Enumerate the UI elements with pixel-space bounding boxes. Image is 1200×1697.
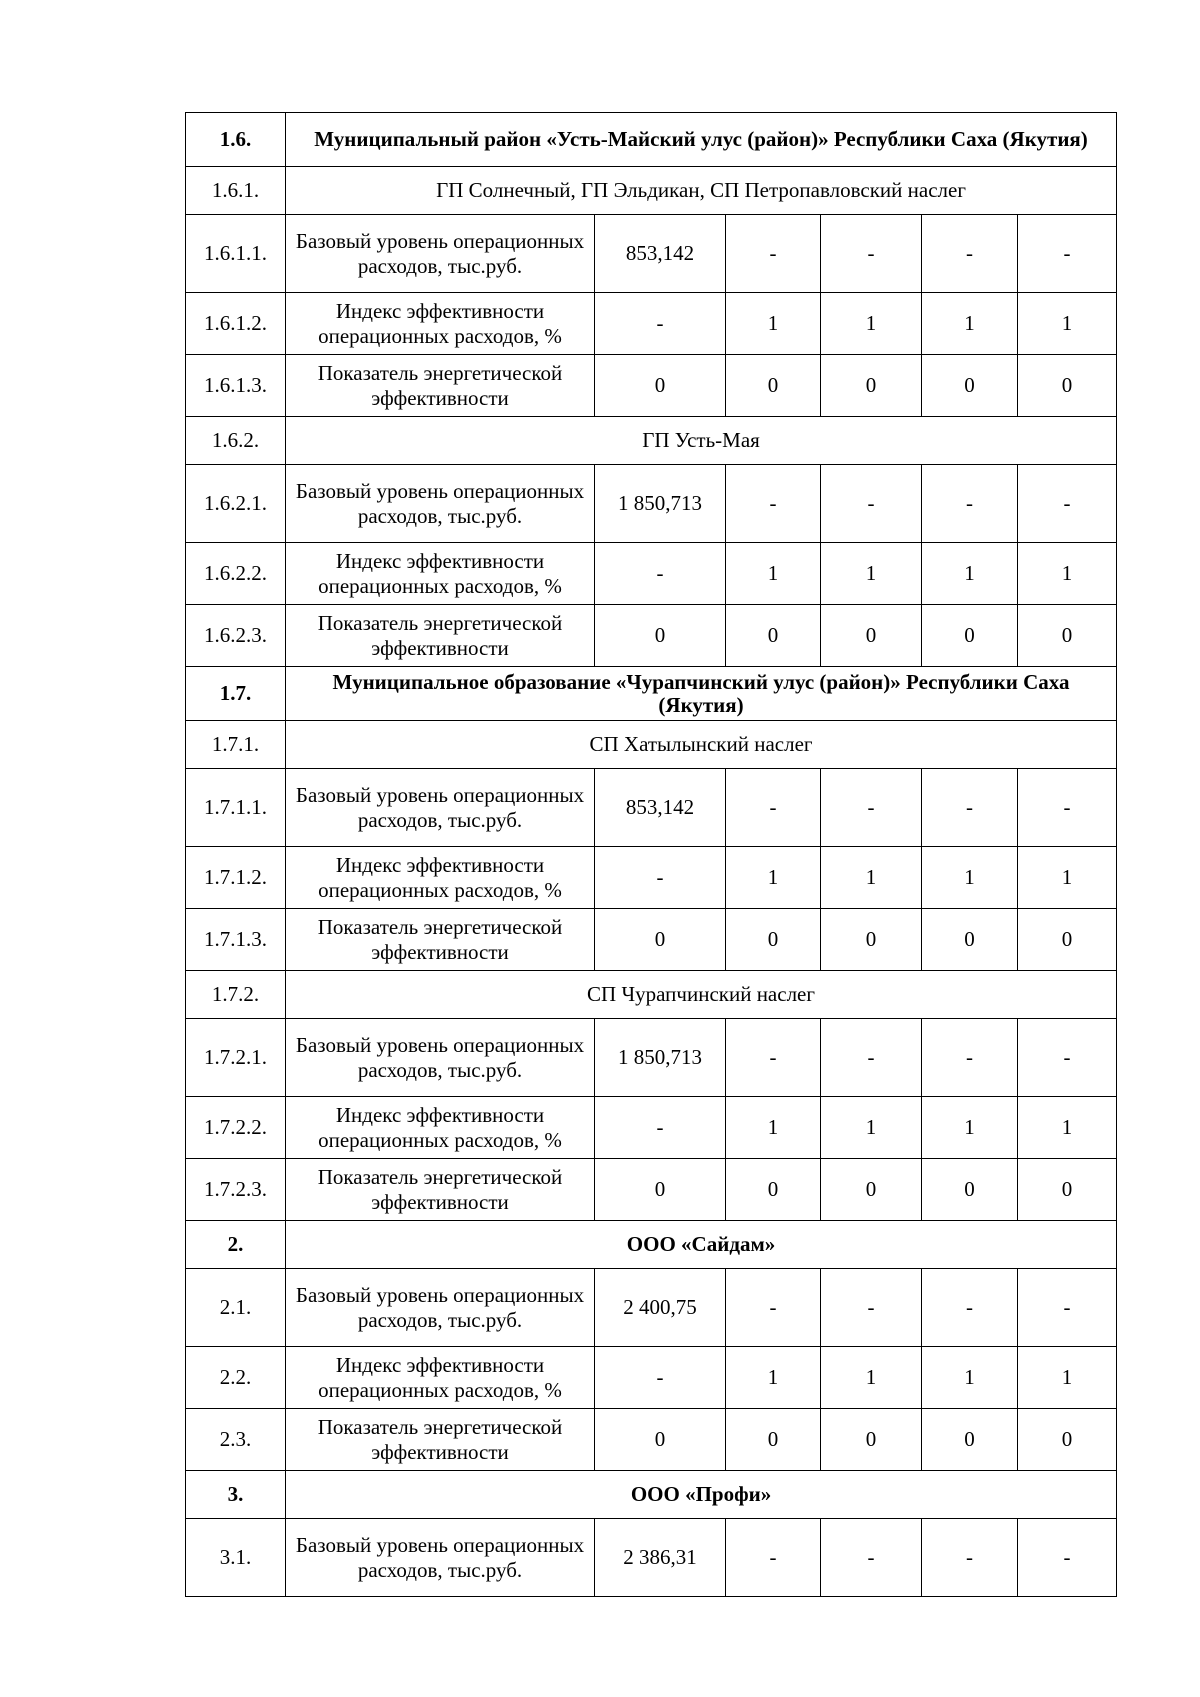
value-cell: 853,142 bbox=[595, 215, 726, 293]
value-cell: 0 bbox=[1018, 355, 1117, 417]
table-row bbox=[186, 1269, 1117, 1347]
section-title: ООО «Профи» bbox=[286, 1471, 1117, 1519]
value-cell: - bbox=[922, 769, 1018, 847]
value-cell: 0 bbox=[726, 605, 821, 667]
section-row bbox=[186, 1471, 1117, 1519]
value-cell: - bbox=[922, 1019, 1018, 1097]
value-cell: - bbox=[1018, 215, 1117, 293]
value-cell: - bbox=[726, 1019, 821, 1097]
table-row bbox=[186, 355, 1117, 417]
row-number: 1.6.1.2. bbox=[186, 293, 286, 355]
value-cell: 0 bbox=[821, 1409, 922, 1471]
value-cell: 2 386,31 bbox=[595, 1519, 726, 1597]
value-cell: 1 850,713 bbox=[595, 1019, 726, 1097]
value-cell: - bbox=[922, 1269, 1018, 1347]
table-row bbox=[186, 1347, 1117, 1409]
row-number: 1.7.2.3. bbox=[186, 1159, 286, 1221]
value-cell: 1 bbox=[726, 847, 821, 909]
section-row bbox=[186, 667, 1117, 721]
value-cell: - bbox=[726, 1519, 821, 1597]
section-title: Муниципальный район «Усть-Майский улус (район)» Республики Саха (Якутия) bbox=[286, 113, 1117, 167]
table-row bbox=[186, 293, 1117, 355]
value-cell: 0 bbox=[726, 1159, 821, 1221]
section-title: Муниципальное образование «Чурапчинский улус (район)» Республики Саха (Якутия) bbox=[286, 667, 1117, 721]
value-cell: 1 bbox=[726, 543, 821, 605]
value-cell: 1 bbox=[1018, 847, 1117, 909]
value-cell: - bbox=[595, 543, 726, 605]
value-cell: 0 bbox=[922, 1159, 1018, 1221]
value-cell: 1 850,713 bbox=[595, 465, 726, 543]
row-number: 1.7.2.1. bbox=[186, 1019, 286, 1097]
value-cell: - bbox=[726, 465, 821, 543]
value-cell: 1 bbox=[726, 293, 821, 355]
row-number: 1.7.1. bbox=[186, 721, 286, 769]
value-cell: 1 bbox=[821, 1347, 922, 1409]
value-cell: 0 bbox=[922, 355, 1018, 417]
value-cell: 1 bbox=[922, 293, 1018, 355]
value-cell: - bbox=[1018, 1269, 1117, 1347]
indicator-name: Индекс эффективности операционных расходов, % bbox=[286, 293, 595, 355]
indicator-name: Индекс эффективности операционных расходов, % bbox=[286, 1097, 595, 1159]
value-cell: 2 400,75 bbox=[595, 1269, 726, 1347]
value-cell: 0 bbox=[922, 605, 1018, 667]
indicator-name: Базовый уровень операционных расходов, тыс.руб. bbox=[286, 1269, 595, 1347]
table-row bbox=[186, 543, 1117, 605]
value-cell: - bbox=[922, 1519, 1018, 1597]
value-cell: 1 bbox=[1018, 293, 1117, 355]
section-title: ООО «Сайдам» bbox=[286, 1221, 1117, 1269]
value-cell: - bbox=[1018, 1019, 1117, 1097]
row-number: 1.7. bbox=[186, 667, 286, 721]
row-number: 2.2. bbox=[186, 1347, 286, 1409]
value-cell: 0 bbox=[726, 909, 821, 971]
section-row bbox=[186, 1221, 1117, 1269]
indicator-name: Показатель энергетической эффективности bbox=[286, 1159, 595, 1221]
row-number: 2. bbox=[186, 1221, 286, 1269]
value-cell: - bbox=[1018, 769, 1117, 847]
subsection-row bbox=[186, 167, 1117, 215]
indicator-name: Индекс эффективности операционных расходов, % bbox=[286, 847, 595, 909]
indicators-table bbox=[185, 112, 1117, 1597]
value-cell: 853,142 bbox=[595, 769, 726, 847]
row-number: 2.3. bbox=[186, 1409, 286, 1471]
value-cell: 0 bbox=[595, 605, 726, 667]
value-cell: 1 bbox=[1018, 1097, 1117, 1159]
row-number: 1.7.2. bbox=[186, 971, 286, 1019]
row-number: 2.1. bbox=[186, 1269, 286, 1347]
table-row bbox=[186, 769, 1117, 847]
value-cell: 0 bbox=[595, 1159, 726, 1221]
table-row bbox=[186, 1019, 1117, 1097]
value-cell: 0 bbox=[922, 1409, 1018, 1471]
value-cell: 0 bbox=[1018, 1159, 1117, 1221]
row-number: 1.6. bbox=[186, 113, 286, 167]
value-cell: - bbox=[922, 215, 1018, 293]
indicator-name: Индекс эффективности операционных расходов, % bbox=[286, 543, 595, 605]
value-cell: 0 bbox=[922, 909, 1018, 971]
table-row bbox=[186, 1159, 1117, 1221]
value-cell: 1 bbox=[821, 1097, 922, 1159]
table-row bbox=[186, 215, 1117, 293]
value-cell: - bbox=[595, 847, 726, 909]
indicator-name: Показатель энергетической эффективности bbox=[286, 909, 595, 971]
value-cell: 1 bbox=[821, 847, 922, 909]
value-cell: - bbox=[595, 293, 726, 355]
indicator-name: Базовый уровень операционных расходов, тыс.руб. bbox=[286, 1019, 595, 1097]
value-cell: 1 bbox=[922, 847, 1018, 909]
value-cell: 1 bbox=[922, 1347, 1018, 1409]
indicator-name: Базовый уровень операционных расходов, тыс.руб. bbox=[286, 465, 595, 543]
value-cell: 1 bbox=[1018, 543, 1117, 605]
value-cell: - bbox=[821, 465, 922, 543]
row-number: 3. bbox=[186, 1471, 286, 1519]
value-cell: - bbox=[1018, 465, 1117, 543]
value-cell: - bbox=[821, 1019, 922, 1097]
indicator-name: Показатель энергетической эффективности bbox=[286, 355, 595, 417]
value-cell: - bbox=[1018, 1519, 1117, 1597]
subsection-row bbox=[186, 721, 1117, 769]
value-cell: 0 bbox=[595, 909, 726, 971]
value-cell: 0 bbox=[821, 909, 922, 971]
row-number: 3.1. bbox=[186, 1519, 286, 1597]
row-number: 1.7.1.2. bbox=[186, 847, 286, 909]
row-number: 1.6.1.1. bbox=[186, 215, 286, 293]
value-cell: 0 bbox=[821, 605, 922, 667]
subsection-title: СП Хатылынский наслег bbox=[286, 721, 1117, 769]
indicator-name: Базовый уровень операционных расходов, тыс.руб. bbox=[286, 769, 595, 847]
value-cell: 1 bbox=[821, 543, 922, 605]
row-number: 1.6.2.2. bbox=[186, 543, 286, 605]
row-number: 1.6.2.3. bbox=[186, 605, 286, 667]
indicator-name: Базовый уровень операционных расходов, тыс.руб. bbox=[286, 215, 595, 293]
subsection-title: ГП Усть-Мая bbox=[286, 417, 1117, 465]
row-number: 1.7.1.1. bbox=[186, 769, 286, 847]
table-row bbox=[186, 465, 1117, 543]
value-cell: 0 bbox=[595, 355, 726, 417]
value-cell: 1 bbox=[922, 543, 1018, 605]
value-cell: - bbox=[595, 1347, 726, 1409]
value-cell: 0 bbox=[726, 355, 821, 417]
subsection-row bbox=[186, 417, 1117, 465]
subsection-title: ГП Солнечный, ГП Эльдикан, СП Петропавловский наслег bbox=[286, 167, 1117, 215]
table-row bbox=[186, 1409, 1117, 1471]
row-number: 1.6.2.1. bbox=[186, 465, 286, 543]
row-number: 1.6.1.3. bbox=[186, 355, 286, 417]
value-cell: 0 bbox=[821, 355, 922, 417]
value-cell: 1 bbox=[821, 293, 922, 355]
row-number: 1.7.2.2. bbox=[186, 1097, 286, 1159]
value-cell: - bbox=[595, 1097, 726, 1159]
value-cell: 1 bbox=[922, 1097, 1018, 1159]
value-cell: 0 bbox=[1018, 1409, 1117, 1471]
table-row bbox=[186, 1097, 1117, 1159]
value-cell: 1 bbox=[726, 1347, 821, 1409]
subsection-row bbox=[186, 971, 1117, 1019]
row-number: 1.6.2. bbox=[186, 417, 286, 465]
value-cell: 1 bbox=[1018, 1347, 1117, 1409]
section-row bbox=[186, 113, 1117, 167]
table-row bbox=[186, 605, 1117, 667]
indicator-name: Индекс эффективности операционных расходов, % bbox=[286, 1347, 595, 1409]
table-row bbox=[186, 1519, 1117, 1597]
value-cell: 0 bbox=[726, 1409, 821, 1471]
value-cell: - bbox=[726, 1269, 821, 1347]
value-cell: - bbox=[726, 769, 821, 847]
indicator-name: Показатель энергетической эффективности bbox=[286, 605, 595, 667]
row-number: 1.6.1. bbox=[186, 167, 286, 215]
value-cell: - bbox=[821, 769, 922, 847]
value-cell: - bbox=[821, 215, 922, 293]
indicator-name: Базовый уровень операционных расходов, тыс.руб. bbox=[286, 1519, 595, 1597]
value-cell: 0 bbox=[821, 1159, 922, 1221]
value-cell: 0 bbox=[595, 1409, 726, 1471]
table-row bbox=[186, 847, 1117, 909]
table-row bbox=[186, 909, 1117, 971]
value-cell: - bbox=[821, 1519, 922, 1597]
indicator-name: Показатель энергетической эффективности bbox=[286, 1409, 595, 1471]
value-cell: 0 bbox=[1018, 909, 1117, 971]
subsection-title: СП Чурапчинский наслег bbox=[286, 971, 1117, 1019]
value-cell: - bbox=[726, 215, 821, 293]
value-cell: - bbox=[821, 1269, 922, 1347]
value-cell: - bbox=[922, 465, 1018, 543]
row-number: 1.7.1.3. bbox=[186, 909, 286, 971]
value-cell: 1 bbox=[726, 1097, 821, 1159]
value-cell: 0 bbox=[1018, 605, 1117, 667]
indicators-table-body bbox=[186, 113, 1117, 1597]
